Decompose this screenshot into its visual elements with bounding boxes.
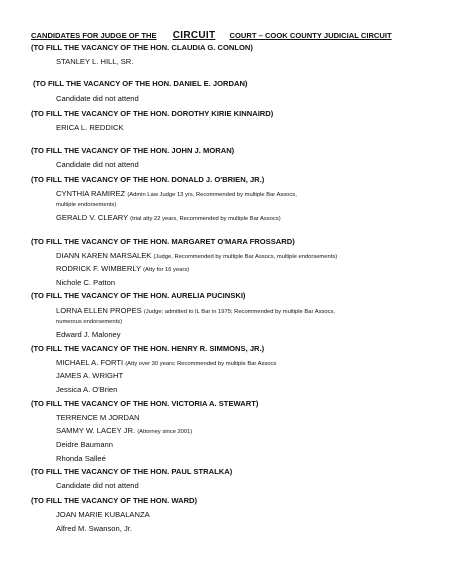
vacancy-heading: (TO FILL THE VACANCY OF THE HON. VICTORIA A. STEWART): [31, 399, 259, 408]
candidate-name: Deidre Baumann: [56, 440, 113, 449]
candidate-note: (Atty for 16 years): [143, 267, 190, 273]
candidate-name: Alfred M. Swanson, Jr.: [56, 524, 132, 533]
candidate-name: Jessica A. O'Brien: [56, 385, 118, 394]
candidate-name: DIANN KAREN MARSALEK: [56, 251, 152, 260]
candidate-name: TERRENCE M JORDAN: [56, 413, 140, 422]
candidate-name: CYNTHIA RAMIREZ: [56, 189, 126, 198]
candidate-name: Edward J. Maloney: [56, 330, 121, 339]
candidate-status: Candidate did not attend: [56, 160, 139, 169]
candidate-entry: [56, 214, 281, 223]
candidate-entry: [56, 190, 297, 199]
candidate-entry: [56, 307, 335, 316]
candidate-note: (trial atty 22 years, Recommended by multiple Bar Assocs): [130, 216, 281, 222]
candidate-name: Rhonda Salleé: [56, 454, 106, 463]
candidate-note: numerous endorsements): [56, 319, 123, 325]
vacancy-heading: (TO FILL THE VACANCY OF THE HON. DANIEL E. JORDAN): [33, 79, 248, 88]
vacancy-heading: (TO FILL THE VACANCY OF THE HON. DOROTHY KIRIE KINNAIRD): [31, 109, 274, 118]
candidate-note: (Judge, Recommended by multiple Bar Assocs, multiple endorsements): [153, 254, 338, 260]
candidate-entry: [56, 359, 276, 368]
candidate-entry: [56, 265, 189, 274]
candidate-status: Candidate did not attend: [56, 481, 139, 490]
vacancy-heading: (TO FILL THE VACANCY OF THE HON. DONALD J. O'BRIEN, JR.): [31, 175, 265, 184]
candidate-name: LORNA ELLEN PROPES: [56, 306, 142, 315]
vacancy-heading: (TO FILL THE VACANCY OF THE HON. AURELIA PUCINSKI): [31, 291, 246, 300]
candidate-name: RODRICK F. WIMBERLY: [56, 264, 141, 273]
candidate-name: GERALD V. CLEARY: [56, 213, 129, 222]
candidate-entry: [56, 252, 337, 261]
candidate-name: STANLEY L. HILL, SR.: [56, 57, 134, 66]
vacancy-heading: (TO FILL THE VACANCY OF THE HON. HENRY R. SIMMONS, JR.): [31, 344, 265, 353]
vacancy-heading: (TO FILL THE VACANCY OF THE HON. PAUL STRALKA): [31, 467, 233, 476]
candidate-status: Candidate did not attend: [56, 94, 139, 103]
vacancy-heading: (TO FILL THE VACANCY OF THE HON. JOHN J. MORAN): [31, 146, 235, 155]
vacancy-heading: (TO FILL THE VACANCY OF THE HON. MARGARET O'MARA FROSSARD): [31, 237, 295, 246]
title-part-2: COURT – COOK COUNTY JUDICIAL CIRCUIT: [229, 31, 392, 40]
title-part-1: CANDIDATES FOR JUDGE OF THE: [31, 31, 157, 40]
title-circuit: CIRCUIT: [172, 30, 216, 41]
candidate-note: (Attorney since 2001): [137, 429, 193, 435]
candidate-note: (Judge; admitted to IL Bar in 1975; Recommended by multiple Bar Assocs,: [143, 309, 335, 315]
candidate-note: multiple endorsements): [56, 202, 117, 208]
candidate-name: JOAN MARIE KUBALANZA: [56, 510, 150, 519]
candidate-name: Nichole C. Patton: [56, 278, 116, 287]
candidate-note: (Admin Law Judge 13 yrs, Recommended by multiple Bar Assocs,: [127, 192, 297, 198]
vacancy-heading: (TO FILL THE VACANCY OF THE HON. WARD): [31, 496, 198, 505]
candidate-name: SAMMY W. LACEY JR.: [56, 426, 136, 435]
candidate-entry: [56, 427, 192, 436]
page-title: [31, 31, 392, 41]
candidate-note: (Atty over 30 years; Recommended by multiple Bar Assocs: [125, 361, 277, 367]
candidate-name: ERICA L. REDDICK: [56, 123, 124, 132]
candidate-name: JAMES A. WRIGHT: [56, 371, 124, 380]
vacancy-heading: (TO FILL THE VACANCY OF THE HON. CLAUDIA G. CONLON): [31, 43, 253, 52]
candidate-name: MICHAEL A. FORTI: [56, 358, 124, 367]
